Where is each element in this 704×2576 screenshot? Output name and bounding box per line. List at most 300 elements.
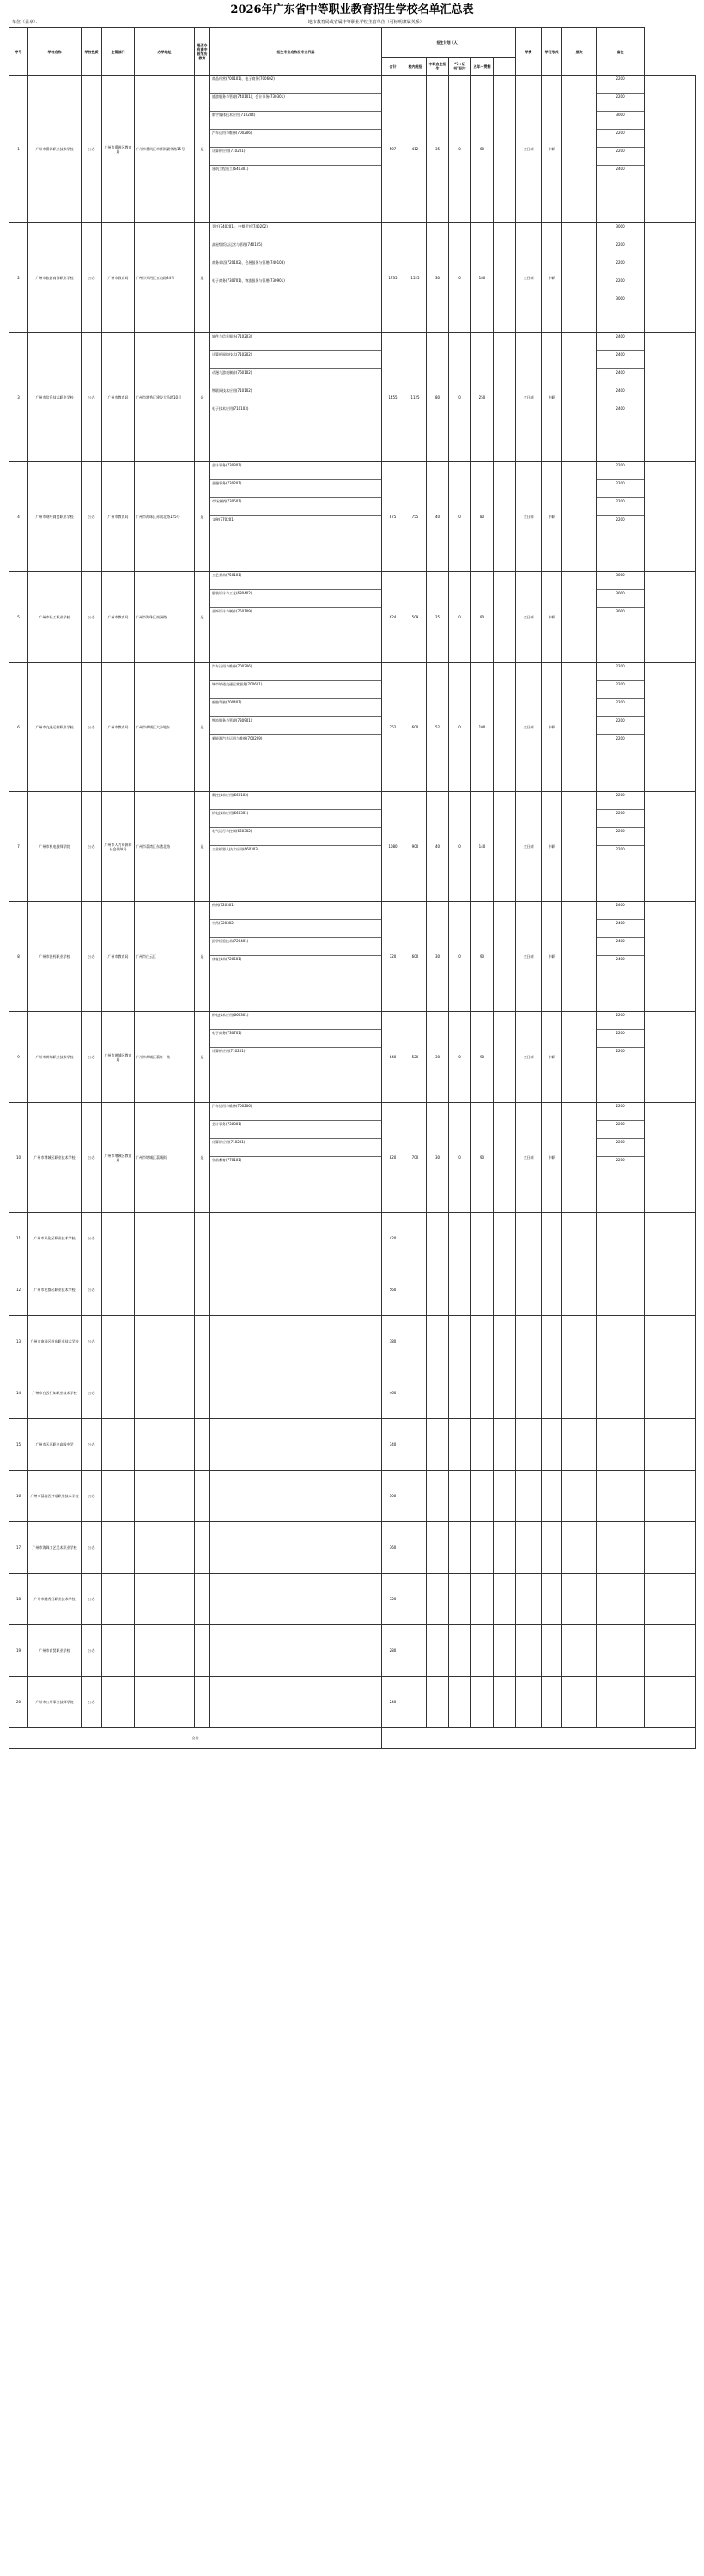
total-note: [404, 1728, 696, 1749]
school-name: 广州市越秀区职业技术学校: [28, 1574, 82, 1625]
fee-list: [597, 76, 645, 223]
note: [645, 792, 696, 902]
header-cell: 主管部门: [102, 28, 135, 76]
empty-cell: [102, 1471, 135, 1522]
high-school-flag: 是: [195, 572, 210, 663]
major-list: [210, 223, 382, 333]
plan-extra: [494, 333, 516, 462]
school-type: 公办: [82, 462, 102, 572]
plan-extra: [494, 1012, 516, 1103]
major-item: 汽车运用与维修(700206): [210, 130, 381, 148]
row-number: 19: [9, 1625, 28, 1677]
school-address: 广州市海珠区赤岗北路125号: [135, 462, 195, 572]
study-form: 全日制: [516, 1012, 542, 1103]
header-cell: 备注: [597, 28, 645, 76]
plan-extra: [494, 902, 516, 1012]
major-list: [210, 76, 382, 223]
plan-total: 380: [382, 1316, 404, 1367]
fee-item: 2200: [597, 498, 644, 516]
plan-d: 90: [471, 572, 494, 663]
plan-extra: [494, 462, 516, 572]
remark: [562, 76, 597, 223]
school-name: 广州市花都区职业技术学校: [28, 1264, 82, 1316]
empty-cell: [404, 1625, 427, 1677]
plan-b: 35: [427, 76, 449, 223]
high-school-flag: 是: [195, 792, 210, 902]
school-name: 广州市天河职业高级中学: [28, 1419, 82, 1471]
empty-cell: [102, 1625, 135, 1677]
plan-total: 640: [382, 1012, 404, 1103]
major-item: 汽车运用与维修(700206): [210, 1103, 381, 1121]
major-list: [210, 792, 382, 902]
empty-cell: [645, 1367, 696, 1419]
row-number: 5: [9, 572, 28, 663]
major-item: 首饰设计与制作(750109): [212, 609, 252, 613]
fee-item: 2200: [597, 717, 644, 735]
remark: [562, 1103, 597, 1213]
plan-b: 25: [427, 572, 449, 663]
remark: [562, 902, 597, 1012]
fee-item: 2200: [616, 1049, 625, 1053]
plan-d: 80: [471, 462, 494, 572]
major-item: 工业机器人技术应用(660303): [212, 847, 259, 851]
fee-item: 2200: [597, 828, 644, 846]
plan-d: 100: [471, 663, 494, 792]
empty-cell: [210, 1471, 382, 1522]
table-row: [9, 1012, 696, 1103]
header-cell: 校内统招: [404, 58, 427, 76]
plan-d: 60: [471, 76, 494, 223]
plan-total: 560: [382, 1264, 404, 1316]
school-type: 公办: [82, 1574, 102, 1625]
empty-cell: [210, 1367, 382, 1419]
plan-d: 90: [471, 1103, 494, 1213]
empty-cell: [135, 1625, 195, 1677]
plan-a: 700: [404, 1103, 427, 1213]
major-item: 商务英语(720102)、会展服务与管理(740103): [210, 259, 381, 277]
study-form: 全日制: [516, 902, 542, 1012]
empty-cell: [516, 1213, 542, 1264]
school-dept: 广州市增城区教育局: [102, 1103, 135, 1213]
major-list: [210, 902, 382, 1012]
fee-item: 3000: [616, 609, 625, 613]
school-type: 公办: [82, 76, 102, 223]
empty-cell: [516, 1677, 542, 1728]
empty-cell: [135, 1471, 195, 1522]
empty-cell: [210, 1264, 382, 1316]
plan-b: 80: [427, 333, 449, 462]
plan-d: 180: [471, 223, 494, 333]
school-dept: 广州市教育局: [102, 333, 135, 462]
empty-cell: [449, 1522, 471, 1574]
empty-cell: [645, 1264, 696, 1316]
total-label: 合计: [9, 1728, 382, 1749]
major-list: [210, 462, 382, 572]
header-cell: “3+证书”招生: [449, 58, 471, 76]
fee-item: 2200: [597, 681, 644, 699]
major-item: 商品经营(700101)、电子商务(700602): [210, 76, 381, 94]
header-cell: 办学地址: [135, 28, 195, 76]
empty-cell: [210, 1625, 382, 1677]
major-item: 机电技术应用(660301): [210, 810, 381, 828]
row-number: 12: [9, 1264, 28, 1316]
plan-a: 509: [404, 572, 427, 663]
empty-cell: [471, 1471, 494, 1522]
row-number: 16: [9, 1471, 28, 1522]
empty-cell: [427, 1574, 449, 1625]
level: 中职: [542, 462, 562, 572]
empty-cell: [102, 1677, 135, 1728]
major-item: 计算机应用(710201): [210, 148, 381, 166]
plan-c: 0: [449, 223, 471, 333]
fee-item: 2200: [597, 1121, 644, 1139]
empty-cell: [210, 1522, 382, 1574]
table-row: [9, 76, 696, 223]
empty-cell: [516, 1419, 542, 1471]
plan-c: 0: [449, 792, 471, 902]
plan-d: 140: [471, 792, 494, 902]
table-row: [9, 1471, 696, 1522]
row-number: 4: [9, 462, 28, 572]
header-cell: 中职自主招生: [427, 58, 449, 76]
major-item: 工艺美术(750101): [210, 572, 381, 590]
major-item: 康复技术(720501): [212, 957, 242, 961]
empty-cell: [427, 1316, 449, 1367]
plan-total: 320: [382, 1574, 404, 1625]
plan-total: 360: [382, 1522, 404, 1574]
header-row: [9, 28, 696, 58]
note: [645, 333, 696, 462]
fee-item: 2200: [597, 480, 644, 498]
empty-cell: [562, 1213, 597, 1264]
empty-cell: [562, 1419, 597, 1471]
empty-cell: [542, 1625, 562, 1677]
plan-total: 1735: [382, 223, 404, 333]
plan-c: 0: [449, 76, 471, 223]
plan-b: 30: [427, 1012, 449, 1103]
school-type: 公办: [82, 1625, 102, 1677]
study-form: 全日制: [516, 462, 542, 572]
school-dept: 广州市教育局: [102, 572, 135, 663]
empty-cell: [195, 1367, 210, 1419]
level: 中职: [542, 902, 562, 1012]
empty-cell: [494, 1264, 516, 1316]
fee-item: 3000: [597, 572, 644, 590]
plan-extra: [494, 1103, 516, 1213]
plan-total: 420: [382, 1213, 404, 1264]
empty-cell: [135, 1264, 195, 1316]
empty-cell: [404, 1264, 427, 1316]
plan-total: 460: [382, 1367, 404, 1419]
empty-cell: [562, 1574, 597, 1625]
header-cell: [494, 58, 516, 76]
level: 中职: [542, 1103, 562, 1213]
fee-item: 2200: [597, 792, 644, 810]
major-item: 电子商务(730701)、物流服务与管理(730901): [212, 278, 285, 283]
fee-item: 2400: [597, 369, 644, 387]
empty-cell: [102, 1213, 135, 1264]
empty-cell: [471, 1419, 494, 1471]
plan-extra: [494, 223, 516, 333]
empty-cell: [427, 1625, 449, 1677]
empty-cell: [494, 1471, 516, 1522]
major-item: 建筑工程施工(640301): [212, 167, 249, 171]
fee-list: [597, 1103, 645, 1213]
major-item: 电气运行与控制(660302): [210, 828, 381, 846]
level: 中职: [542, 333, 562, 462]
row-number: 11: [9, 1213, 28, 1264]
fee-item: 2400: [616, 167, 625, 171]
school-name: 广州市白云行知职业技术学校: [28, 1367, 82, 1419]
plan-b: 30: [427, 902, 449, 1012]
unit-label: 单位（盖章）：: [12, 20, 40, 25]
empty-cell: [210, 1677, 382, 1728]
row-number: 18: [9, 1574, 28, 1625]
fee-item: 2400: [597, 333, 644, 351]
empty-cell: [195, 1264, 210, 1316]
empty-cell: [516, 1574, 542, 1625]
document-page: [9, 0, 695, 1749]
empty-cell: [562, 1677, 597, 1728]
document-meta: [9, 17, 695, 27]
table-row: [9, 1574, 696, 1625]
fee-item: 3000: [597, 223, 644, 241]
fee-item: 2200: [616, 847, 625, 851]
school-name: 广州市南沙区岭东职业技术学校: [28, 1316, 82, 1367]
fee-list: [597, 1012, 645, 1103]
empty-cell: [542, 1419, 562, 1471]
empty-cell: [135, 1367, 195, 1419]
school-address: 广州市海珠区南洲路: [135, 572, 195, 663]
document-subtitle: 地市教育局或省属中等职业学校主管单位（可标明隶属关系）: [307, 20, 424, 25]
table-row: [9, 223, 696, 333]
header-cell: 学费: [516, 28, 542, 76]
major-item: 服装设计与工艺(680402): [210, 590, 381, 608]
empty-cell: [542, 1677, 562, 1728]
header-cell: 序号: [9, 28, 28, 76]
empty-cell: [494, 1574, 516, 1625]
fee-item: 2200: [597, 259, 644, 277]
fee-item: 2200: [616, 517, 625, 521]
major-item: 汽车运用与维修(700206): [210, 663, 381, 681]
plan-a: 1525: [404, 223, 427, 333]
school-type: 公办: [82, 572, 102, 663]
high-school-flag: 是: [195, 76, 210, 223]
empty-cell: [471, 1316, 494, 1367]
fee-item: 2200: [616, 736, 625, 740]
school-name: 广州市黄埔职业技术学校: [28, 1012, 82, 1103]
school-name: 广州市机电技师学院: [28, 792, 82, 902]
empty-cell: [597, 1677, 645, 1728]
table-row: [9, 1367, 696, 1419]
empty-cell: [645, 1574, 696, 1625]
empty-cell: [471, 1264, 494, 1316]
fee-list: [597, 792, 645, 902]
remark: [562, 792, 597, 902]
empty-cell: [542, 1264, 562, 1316]
empty-cell: [404, 1419, 427, 1471]
fee-list: [597, 223, 645, 333]
fee-item: 2200: [597, 462, 644, 480]
empty-cell: [542, 1522, 562, 1574]
plan-a: 520: [404, 1012, 427, 1103]
empty-cell: [102, 1316, 135, 1367]
empty-cell: [102, 1264, 135, 1316]
fee-list: [597, 663, 645, 792]
school-address: 广州市黄埔区荔红一路: [135, 1012, 195, 1103]
school-address: 广州市荔湾区东漖北路: [135, 792, 195, 902]
empty-cell: [471, 1213, 494, 1264]
empty-cell: [404, 1471, 427, 1522]
plan-b: 30: [427, 1103, 449, 1213]
plan-a: 900: [404, 792, 427, 902]
major-item: 文秘(770201): [212, 517, 235, 521]
high-school-flag: 是: [195, 333, 210, 462]
empty-cell: [449, 1471, 471, 1522]
fee-item: 3000: [616, 296, 625, 301]
major-item: 学前教育(770101): [212, 1158, 242, 1162]
empty-cell: [427, 1213, 449, 1264]
major-item: 金融事务(730201): [210, 480, 381, 498]
school-type: 公办: [82, 1471, 102, 1522]
header-cell: 学习形式: [542, 28, 562, 76]
empty-cell: [404, 1574, 427, 1625]
note: [645, 572, 696, 663]
major-item: 计算机网络技术(710202): [210, 351, 381, 369]
school-address: 广州市黄埔区大沙地东: [135, 663, 195, 792]
empty-cell: [494, 1419, 516, 1471]
school-name: 广州市荔湾区外语职业技术学校: [28, 1471, 82, 1522]
school-dept: 广州市教育局: [102, 663, 135, 792]
row-number: 8: [9, 902, 28, 1012]
empty-cell: [135, 1419, 195, 1471]
plan-b: 52: [427, 663, 449, 792]
empty-cell: [494, 1522, 516, 1574]
fee-list: [597, 333, 645, 462]
empty-cell: [542, 1471, 562, 1522]
note: [645, 76, 696, 223]
study-form: 全日制: [516, 663, 542, 792]
plan-extra: [494, 76, 516, 223]
empty-cell: [597, 1264, 645, 1316]
empty-cell: [135, 1522, 195, 1574]
school-name: 广州市信息技术职业学校: [28, 333, 82, 462]
empty-cell: [195, 1419, 210, 1471]
study-form: 全日制: [516, 76, 542, 223]
empty-cell: [195, 1316, 210, 1367]
plan-total: 1455: [382, 333, 404, 462]
plan-b: 30: [427, 223, 449, 333]
empty-cell: [102, 1522, 135, 1574]
header-cell-group: 招生计划（人）: [382, 28, 516, 58]
school-name: 广州市轻工职业学校: [28, 572, 82, 663]
empty-cell: [135, 1574, 195, 1625]
fee-item: 2200: [597, 663, 644, 681]
major-item: 数字媒体技术应用(710204): [210, 112, 381, 130]
school-type: 公办: [82, 1213, 102, 1264]
major-item: 烹饪(740201)、中餐烹饪(740202): [210, 223, 381, 241]
empty-cell: [195, 1574, 210, 1625]
remark: [562, 462, 597, 572]
table-row: [9, 792, 696, 902]
table-row: [9, 462, 696, 572]
study-form: 全日制: [516, 792, 542, 902]
school-dept: 广州市人力资源和社会保障局: [102, 792, 135, 902]
empty-cell: [404, 1677, 427, 1728]
empty-cell: [135, 1213, 195, 1264]
fee-item: 2400: [597, 902, 644, 920]
major-item: 会计事务(730301): [210, 462, 381, 480]
study-form: 全日制: [516, 572, 542, 663]
major-item: 新能源汽车运用与维修(700209): [212, 736, 263, 740]
empty-cell: [645, 1316, 696, 1367]
major-item: 物流服务与管理(730901): [210, 717, 381, 735]
empty-cell: [449, 1264, 471, 1316]
empty-cell: [449, 1316, 471, 1367]
empty-cell: [516, 1522, 542, 1574]
school-type: 公办: [82, 1522, 102, 1574]
fee-item: 2200: [616, 1158, 625, 1162]
school-name: 广州市从化区职业技术学校: [28, 1213, 82, 1264]
high-school-flag: 是: [195, 1103, 210, 1213]
school-type: 公办: [82, 223, 102, 333]
plan-a: 755: [404, 462, 427, 572]
fee-item: 2400: [597, 920, 644, 938]
plan-total: 820: [382, 1103, 404, 1213]
empty-cell: [562, 1522, 597, 1574]
empty-cell: [210, 1574, 382, 1625]
empty-cell: [542, 1574, 562, 1625]
major-list: [210, 572, 382, 663]
level: 中职: [542, 223, 562, 333]
school-type: 公办: [82, 792, 102, 902]
empty-cell: [516, 1316, 542, 1367]
empty-cell: [562, 1316, 597, 1367]
remark: [562, 1012, 597, 1103]
fee-list: [597, 902, 645, 1012]
table-row: [9, 1264, 696, 1316]
empty-cell: [210, 1419, 382, 1471]
major-item: 物联网技术应用(710102): [210, 387, 381, 405]
school-address: 广州市白云区: [135, 902, 195, 1012]
major-list: [210, 663, 382, 792]
fee-list: [597, 572, 645, 663]
total-row: [9, 1728, 696, 1749]
school-name: 广州市海珠工艺美术职业学校: [28, 1522, 82, 1574]
major-list: [210, 1012, 382, 1103]
fee-item: 2200: [597, 810, 644, 828]
empty-cell: [449, 1677, 471, 1728]
header-cell: 层次: [562, 28, 597, 76]
plan-a: 600: [404, 663, 427, 792]
empty-cell: [562, 1367, 597, 1419]
school-address: 广州市增城区荔城街: [135, 1103, 195, 1213]
plan-b: 40: [427, 462, 449, 572]
school-dept: 广州市黄埔区教育局: [102, 1012, 135, 1103]
major-item: 旅游服务与管理(740101)、会计事务(730301): [210, 94, 381, 112]
empty-cell: [427, 1522, 449, 1574]
fee-item: 2200: [597, 1103, 644, 1121]
plan-c: 0: [449, 462, 471, 572]
header-cell: 五年一贯制: [471, 58, 494, 76]
empty-cell: [471, 1574, 494, 1625]
fee-item: 3000: [597, 112, 644, 130]
row-number: 13: [9, 1316, 28, 1367]
fee-item: 2400: [616, 957, 625, 961]
major-item: 电子商务(730701): [210, 1030, 381, 1048]
empty-cell: [195, 1522, 210, 1574]
plan-a: 1125: [404, 333, 427, 462]
